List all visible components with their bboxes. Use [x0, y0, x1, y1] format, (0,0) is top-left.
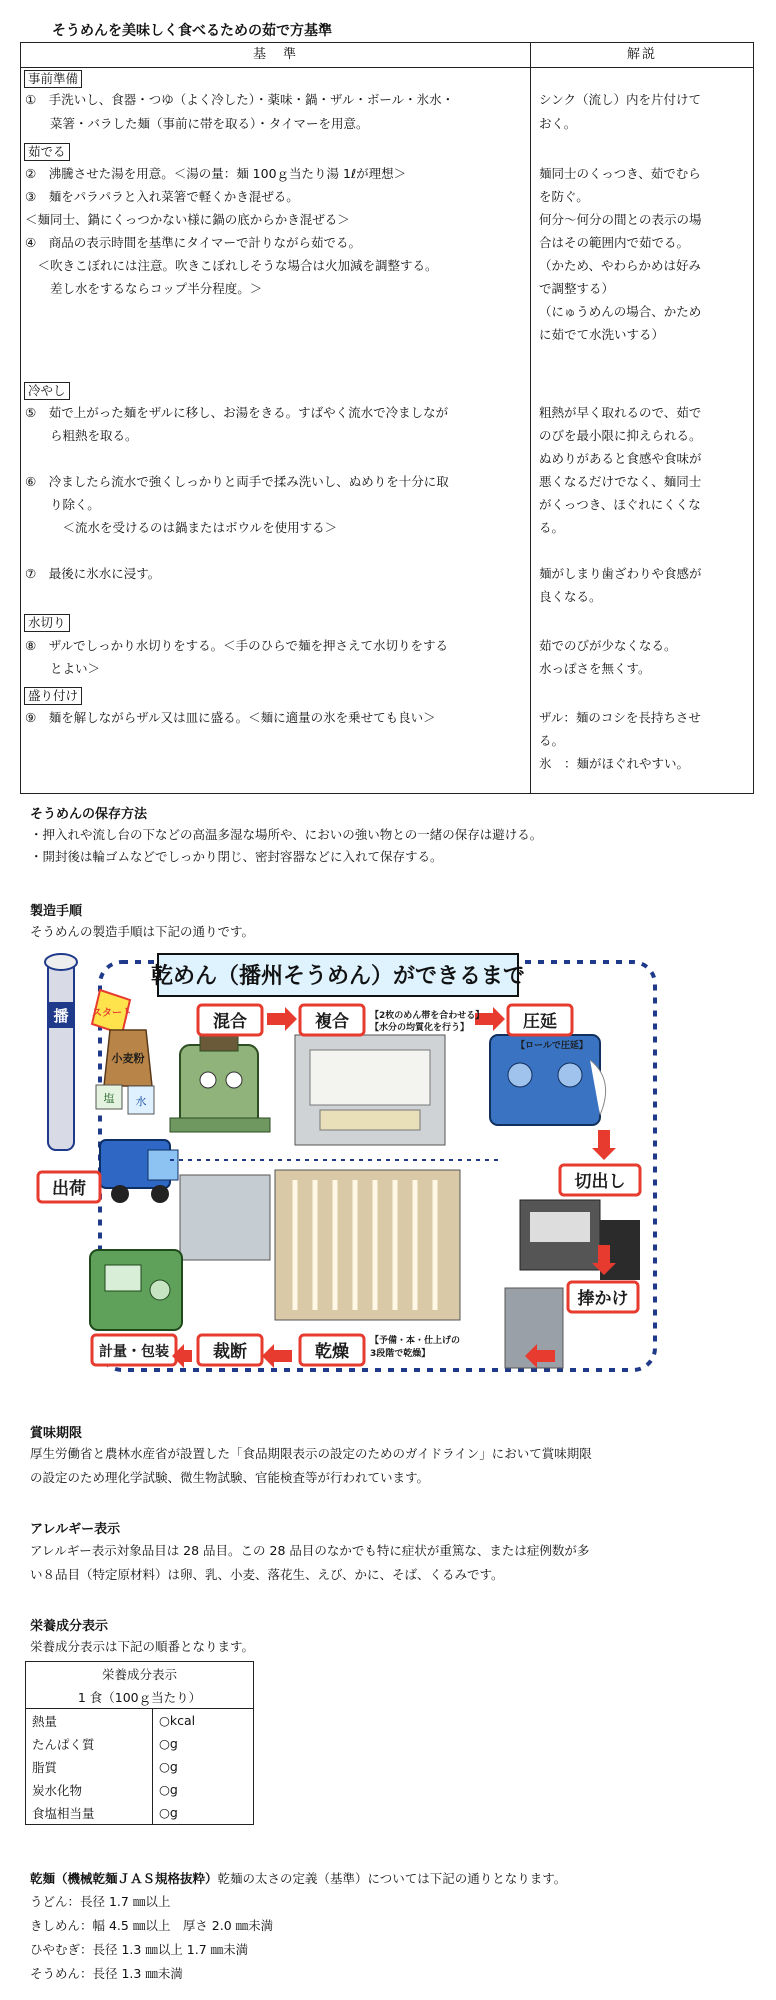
step-rolling: 圧延	[523, 1012, 557, 1032]
table-row: 熱量 ○kcal	[26, 1709, 254, 1733]
dry-noodle-heading-rest: 乾麺の太さの定義（基準）については下記の通りとなります。	[217, 1871, 567, 1886]
exp-1-line2: おく。	[539, 116, 577, 131]
exp-9-line3: 氷 ：麺がほぐれやすい。	[539, 756, 690, 771]
step-shipping: 出荷	[52, 1179, 86, 1199]
exp-2-line1: 麺同士のくっつき、茹でむら	[539, 166, 701, 181]
nutrition-intro: 栄養成分表示は下記の順番となります。	[30, 1639, 255, 1654]
section-label-serve: 盛り付け	[24, 687, 82, 705]
exp-2-line4: 合はその範囲内で茹でる。	[539, 235, 690, 250]
note-rolling: 【ロールで圧延】	[516, 1041, 588, 1051]
exp-9-line2: る。	[539, 733, 565, 748]
start-label: スタート	[92, 1008, 132, 1019]
manufacturing-heading: 製造手順	[30, 904, 83, 919]
dry-noodle-heading: 乾麺（機械乾麺ＪＡＳ規格抜粋）	[30, 1871, 218, 1886]
exp-8-line2: 水っぽさを無くす。	[539, 661, 651, 676]
weighing-machine	[90, 1250, 182, 1330]
water-label: 水	[135, 1095, 147, 1108]
allergy-line-2: い８品目（特定原材料）は卵、乳、小麦、落花生、えび、かに、そば、くるみです。	[30, 1567, 504, 1582]
exp-7-line2: 良くなる。	[539, 589, 602, 604]
step-trimming: 裁断	[213, 1342, 247, 1362]
exp-1-line1: シンク（流し）内を片付けて	[539, 92, 701, 107]
mascot-character	[45, 954, 77, 1150]
step-4-note-line1: ＜吹きこぼれには注意。吹きこぼれしそうな場合は火加減を調整する。	[25, 258, 438, 273]
step-mixing: 混合	[213, 1012, 247, 1032]
exp-3-line3: ぬめりがあると食感や食味が	[539, 451, 702, 466]
section-label-drain: 水切り	[24, 614, 70, 632]
section-label-preparation: 事前準備	[24, 70, 82, 88]
step-8-line2: とよい＞	[25, 661, 101, 676]
dry-noodle-hiyamugi: ひやむぎ：長径 1.3 ㎜以上 1.7 ㎜未満	[30, 1942, 249, 1957]
mascot-label: 播	[53, 1007, 69, 1025]
nutrition-table	[25, 1661, 254, 1825]
shelf-life-line-1: 厚生労働省と農林水産省が設置した「食品期限表示の設定のためのガイドライン」において賞味期限	[30, 1446, 592, 1461]
step-6-line2: り除く。	[25, 497, 100, 512]
cutting-room-photo	[180, 1175, 270, 1260]
note-laminating-2: 【水分の均質化を行う】	[370, 1023, 470, 1033]
nutrition-table-title: 栄養成分表示	[26, 1662, 254, 1686]
standard-column	[21, 68, 531, 794]
dry-noodle-kishimen: きしめん：幅 4.5 ㎜以上 厚さ 2.0 ㎜未満	[30, 1918, 274, 1933]
step-drying: 乾燥	[315, 1342, 349, 1362]
table-header-standard: 基 準	[21, 43, 531, 68]
step-4-note-line2: 差し水をするならコップ半分程度。＞	[25, 281, 263, 296]
note-laminating-1: 【2枚のめん帯を合わせる】	[370, 1011, 485, 1021]
step-pole: 捧かけ	[577, 1289, 629, 1309]
storage-heading: そうめんの保存方法	[30, 807, 148, 822]
dry-noodle-heading-line	[30, 1869, 566, 1887]
exp-2-line6: で調整する）	[539, 281, 615, 296]
table-header-explanation: 解説	[531, 43, 754, 68]
storage-line-1: ・押入れや流し台の下などの高温多湿な場所や、においの強い物との一緒の保存は避ける。	[30, 827, 543, 842]
salt-label: 塩	[103, 1092, 115, 1105]
section-label-cool: 冷やし	[24, 382, 70, 400]
allergy-line-1: アレルギー表示対象品目は 28 品目。この 28 品目のなかでも特に症状が重篤な、または症例数が多	[30, 1543, 590, 1558]
table-row: たんぱく質 ○g	[26, 1732, 254, 1755]
nutrition-heading: 栄養成分表示	[30, 1619, 109, 1634]
nutrition-table-per: 1 食（100ｇ当たり）	[26, 1685, 254, 1709]
step-laminating: 複合	[315, 1012, 349, 1032]
flour-label: 小麦粉	[111, 1052, 145, 1065]
step-6-line1: ⑥ 冷ましたら流水で強くしっかりと両手で揉み洗いし、ぬめりを十分に取	[25, 474, 449, 489]
step-3: ③ 麺をパラパラと入れ菜箸で軽くかき混ぜる。	[25, 189, 299, 204]
exp-3-line2: のびを最小限に抑えられる。	[539, 428, 702, 443]
step-7: ⑦ 最後に氷水に浸す。	[25, 566, 161, 581]
allergy-heading: アレルギー表示	[30, 1522, 121, 1537]
exp-2-line5: （かため、やわらかめは好み	[539, 258, 702, 273]
exp-9-line1: ザル：麺のコシを長持ちさせ	[539, 710, 701, 725]
step-5-line2: ら粗熱を取る。	[25, 428, 138, 443]
explanation-column	[531, 68, 754, 794]
document-title: そうめんを美味しく食べるための茹で方基準	[52, 23, 332, 39]
manufacturing-process-diagram	[30, 950, 666, 1395]
dry-noodle-udon: うどん：長径 1.7 ㎜以上	[30, 1894, 171, 1909]
exp-2-line8: に茹でて水洗いする）	[539, 327, 665, 342]
exp-2-line2: を防ぐ。	[539, 189, 589, 204]
step-1-line2: 菜箸・バラした麺（事前に帯を取る）・タイマーを用意。	[25, 116, 369, 131]
shelf-life-heading: 賞味期限	[30, 1426, 83, 1441]
section-label-boil: 茹でる	[24, 143, 70, 161]
step-5-line1: ⑤ 茹で上がった麺をザルに移し、お湯をきる。すばやく流水で冷ましなが	[25, 405, 449, 420]
step-4: ④ 商品の表示時間を基準にタイマーで計りながら茹でる。	[25, 235, 361, 250]
step-6-note: ＜流水を受けるのは鍋またはボウルを使用する＞	[25, 520, 338, 535]
step-1-line1: ① 手洗いし、食器・つゆ（よく冷した）・薬味・鍋・ザル・ボール・氷水・	[25, 92, 455, 107]
exp-3-line4: 悪くなるだけでなく、麺同士	[539, 474, 702, 489]
manufacturing-intro: そうめんの製造手順は下記の通りです。	[30, 924, 255, 939]
storage-line-2: ・開封後は輪ゴムなどでしっかり閉じ、密封容器などに入れて保存する。	[30, 849, 443, 864]
dry-noodle-somen: そうめん：長径 1.3 ㎜未満	[30, 1966, 183, 1981]
table-row: 脂質 ○g	[26, 1755, 254, 1778]
note-drying-2: 3段階で乾燥】	[370, 1349, 431, 1359]
exp-8-line1: 茹でのびが少なくなる。	[539, 638, 677, 653]
exp-2-line3: 何分～何分の間との表示の場	[539, 212, 702, 227]
exp-2-line7: （にゅうめんの場合、かため	[539, 304, 702, 319]
exp-7-line1: 麺がしまり歯ざわりや食感が	[539, 566, 702, 581]
exp-3-line5: がくっつき、ほぐれにくくな	[539, 497, 701, 512]
exp-3-line1: 粗熱が早く取れるので、茹で	[539, 405, 702, 420]
shelf-life-line-2: の設定のため理化学試験、微生物試験、官能検査等が行われています。	[30, 1470, 430, 1485]
step-cutting: 切出し	[574, 1172, 626, 1192]
step-8-line1: ⑧ ザルでしっかり水切りをする。＜手のひらで麺を押さえて水切りをする	[25, 638, 448, 653]
step-9: ⑨ 麺を解しながらザル又は皿に盛る。＜麺に適量の氷を乗せても良い＞	[25, 710, 436, 725]
table-row: 食塩相当量 ○g	[26, 1801, 254, 1825]
step-2: ② 沸騰させた湯を用意。＜湯の量：麺 100ｇ当たり湯 1ℓが理想＞	[25, 166, 407, 181]
boiling-standard-table	[20, 42, 754, 794]
diagram-banner-text: 乾めん（播州そうめん）ができるまで	[150, 964, 526, 989]
step-3-note: ＜麺同士、鍋にくっつかない様に鍋の底からかき混ぜる＞	[25, 212, 350, 227]
exp-3-line6: る。	[539, 520, 565, 535]
drying-room-photo	[275, 1170, 460, 1320]
table-row: 炭水化物 ○g	[26, 1778, 254, 1801]
step-weighing: 計量・包装	[99, 1344, 169, 1360]
note-drying-1: 【予備・本・仕上げの	[370, 1336, 461, 1346]
